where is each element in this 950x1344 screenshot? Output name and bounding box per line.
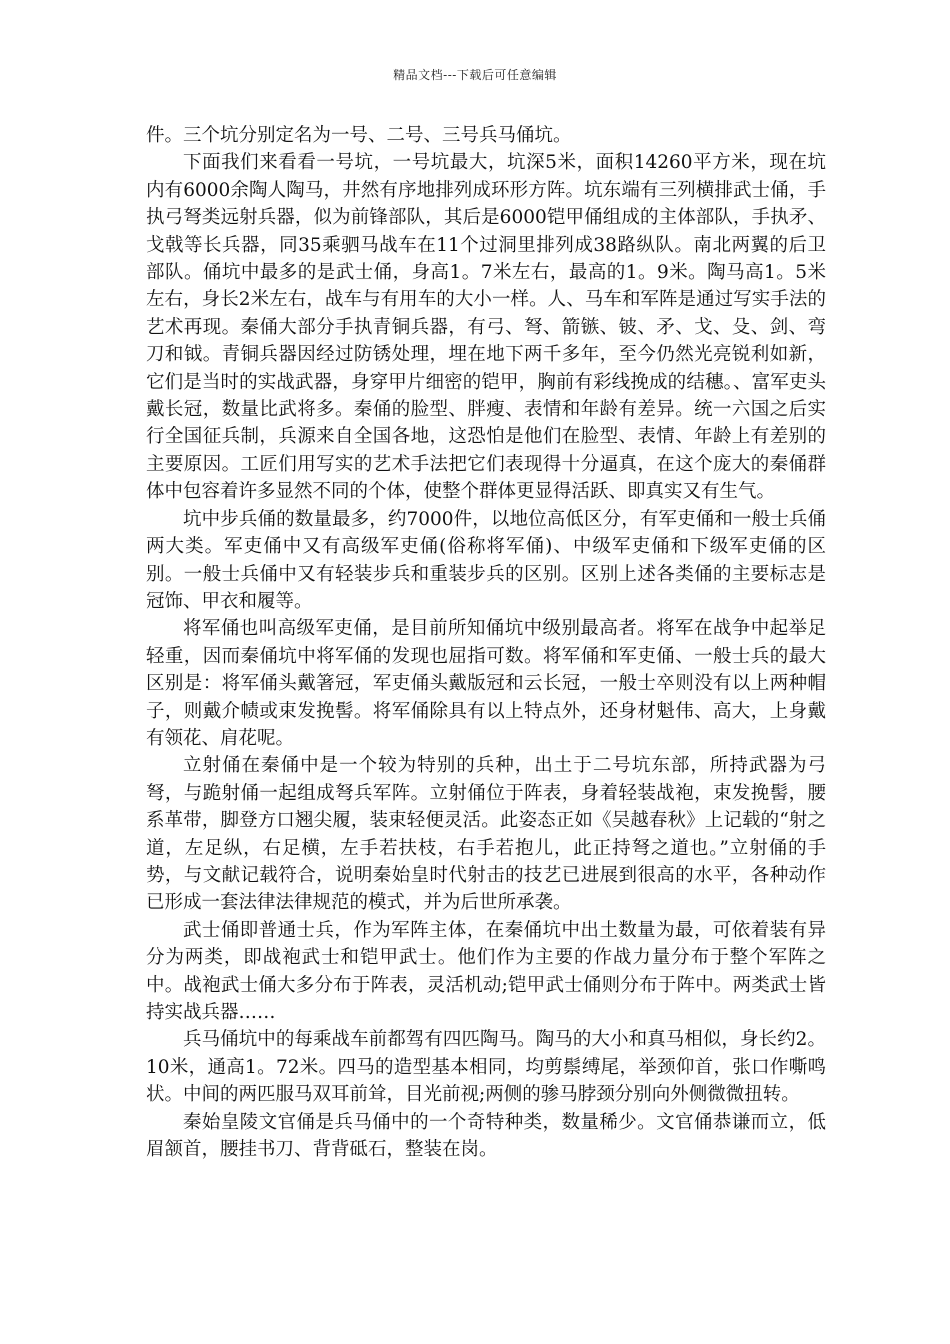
paragraph: 件。三个坑分别定名为一号、二号、三号兵马俑坑。 [146,125,572,146]
paragraph: 秦始皇陵文官俑是兵马俑中的一个奇特种类，数量稀少。文官俑恭谦而立，低眉颔首，腰挂书刀、背背砥石，整装在岗。 [146,1111,826,1161]
paragraph: 坑中步兵俑的数量最多，约7000件，以地位高低区分，有军吏俑和一般士兵俑两大类。军吏俑中又有高级军吏俑(俗称将军俑)、中级军吏俑和下级军吏俑的区别。一般士兵俑中又有轻装步兵和重装步兵的区别。区别上述各类俑的主要标志是冠饰、甲衣和履等。 [146,508,826,612]
paragraph: 将军俑也叫高级军吏俑，是目前所知俑坑中级别最高者。将军在战争中起举足轻重，因而秦俑坑中将军俑的发现也屈指可数。将军俑和军吏俑、一般士兵的最大区别是：将军俑头戴箸冠，军吏俑头戴版冠和云长冠，一般士卒则没有以上两种帽子，则戴介帻或束发挽髻。将军俑除具有以上特点外，还身材魁伟、高大，上身戴有领花、肩花呢。 [146,618,826,749]
paragraph: 兵马俑坑中的每乘战车前都驾有四匹陶马。陶马的大小和真马相似，身长约2。10米，通高1。72米。四马的造型基本相同，均剪鬃缚尾，举颈仰首，张口作嘶鸣状。中间的两匹服马双耳前耸，目光前视;两侧的骖马脖颈分别向外侧微微扭转。 [146,1029,826,1106]
paragraph: 下面我们来看看一号坑，一号坑最大，坑深5米，面积14260平方米，现在坑内有6000余陶人陶马，井然有序地排列成环形方阵。坑东端有三列横排武士俑，手执弓弩类远射兵器，似为前锋部队，其后是6000铠甲俑组成的主体部队，手执矛、戈戟等长兵器，同35乘驷马战车在11个过洞里排列成38路纵队。南北两翼的后卫部队。俑坑中最多的是武士俑，身高1。7米左右，最高的1。9米。陶马高1。5米左右，身长2米左右，战车与有用车的大小一样。人、马车和军阵是通过写实手法的艺术再现。秦俑大部分手执青铜兵器，有弓、弩、箭镞、铍、矛、戈、殳、剑、弯刀和钺。青铜兵器因经过防锈处理，埋在地下两千多年，至今仍然光亮锐利如新，它们是当时的实战武器，身穿甲片细密的铠甲，胸前有彩线挽成的结穗。、富军吏头戴长冠，数量比武将多。秦俑的脸型、胖瘦、表情和年龄有差异。统一六国之后实行全国征兵制，兵源来自全国各地，这恐怕是他们在脸型、表情、年龄上有差别的主要原因。工匠们用写实的艺术手法把它们表现得十分逼真，在这个庞大的秦俑群体中包容着许多显然不同的个体，使整个群体更显得活跃、即真实又有生气。 [146,152,826,503]
document-body [146,122,826,1163]
paragraph: 武士俑即普通士兵，作为军阵主体，在秦俑坑中出土数量为最，可依着装有异分为两类，即战袍武士和铠甲武士。他们作为主要的作战力量分布于整个军阵之中。战袍武士俑大多分布于阵表，灵活机动;铠甲武士俑则分布于阵中。两类武士皆持实战兵器…… [146,919,826,1023]
paragraph: 立射俑在秦俑中是一个较为特别的兵种，出土于二号坑东部，所持武器为弓弩，与跪射俑一起组成弩兵军阵。立射俑位于阵表，身着轻装战袍，束发挽髻，腰系革带，脚登方口翘尖履，装束轻便灵活。此姿态正如《吴越春秋》上记载的“射之道，左足纵，右足横，左手若扶枝，右手若抱儿，此正持弩之道也。”立射俑的手势，与文献记载符合，说明秦始皇时代射击的技艺已进展到很高的水平，各种动作已形成一套法律法律规范的模式，并为后世所承袭。 [146,755,826,914]
page-header: 精品文档---下载后可任意编辑 [393,68,557,82]
